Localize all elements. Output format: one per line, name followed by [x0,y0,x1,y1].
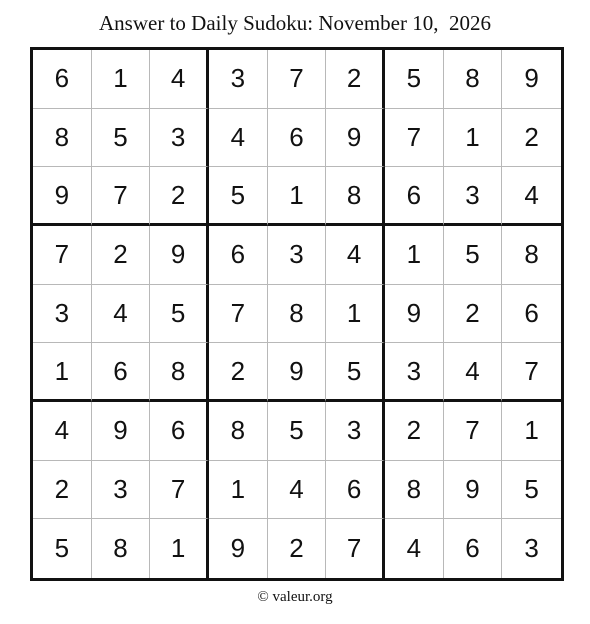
sudoku-cell: 7 [268,50,327,109]
sudoku-cell: 2 [502,109,561,168]
sudoku-cell: 1 [150,519,209,578]
sudoku-cell: 6 [92,343,151,402]
sudoku-cell: 4 [268,461,327,520]
sudoku-cell: 4 [209,109,268,168]
sudoku-cell: 6 [268,109,327,168]
sudoku-cell: 2 [92,226,151,285]
sudoku-cell: 7 [444,402,503,461]
sudoku-cell: 1 [209,461,268,520]
sudoku-cell: 2 [385,402,444,461]
sudoku-cell: 3 [444,167,503,226]
sudoku-cell: 4 [444,343,503,402]
sudoku-cell: 9 [209,519,268,578]
sudoku-cell: 2 [33,461,92,520]
sudoku-cell: 3 [92,461,151,520]
sudoku-cell: 3 [524,533,539,564]
sudoku-cell: 1 [502,402,561,461]
sudoku-cell: 2 [326,50,385,109]
sudoku-cell: 5 [33,519,92,578]
sudoku-cell: 3 [268,226,327,285]
sudoku-cell: 5 [502,461,561,520]
sudoku-cell: 5 [385,50,444,109]
sudoku-cell: 6 [209,226,268,285]
sudoku-cell: 3 [209,50,268,109]
sudoku-cell: 1 [326,285,385,344]
sudoku-cell: 2 [444,285,503,344]
sudoku-cell: 5 [209,167,268,226]
sudoku-cell: 1 [33,343,92,402]
sudoku-cell: 4 [502,167,561,226]
sudoku-cell: 4 [385,519,444,578]
sudoku-cell: 8 [209,402,268,461]
sudoku-cell: 8 [92,519,151,578]
sudoku-cell: 1 [92,50,151,109]
sudoku-cell: 4 [326,226,385,285]
sudoku-cell: 6 [502,285,561,344]
sudoku-cell: 4 [150,50,209,109]
sudoku-cell: 6 [33,50,92,109]
sudoku-cell: 7 [33,226,92,285]
sudoku-cell: 8 [150,343,209,402]
sudoku-cell: 9 [150,226,209,285]
sudoku-cell: 5 [92,109,151,168]
sudoku-cell: 7 [326,519,385,578]
sudoku-cell: 5 [150,285,209,344]
sudoku-cell: 8 [502,226,561,285]
sudoku-cell: 3 [150,109,209,168]
sudoku-cell: 2 [268,519,327,578]
sudoku-cell: 9 [33,167,92,226]
sudoku-cell: 8 [33,109,92,168]
sudoku-cell: 2 [209,343,268,402]
sudoku-cell: 7 [92,167,151,226]
sudoku-cell: 9 [92,402,151,461]
sudoku-cell: 9 [385,285,444,344]
copyright-footer: © valeur.org [257,589,333,605]
sudoku-cell: 6 [150,402,209,461]
sudoku-cell: 6 [326,461,385,520]
sudoku-cell: 7 [209,285,268,344]
sudoku-cell: 1 [268,167,327,226]
sudoku-cell: 9 [268,343,327,402]
page-title: Answer to Daily Sudoku: November 10, 2026 [99,11,491,35]
sudoku-cell: 8 [268,285,327,344]
sudoku-cell: 7 [502,343,561,402]
sudoku-cell: 5 [326,343,385,402]
sudoku-cell: 6 [444,519,503,578]
sudoku-cell: 5 [268,402,327,461]
sudoku-cell: 8 [326,167,385,226]
sudoku-cell: 6 [385,167,444,226]
sudoku-cell: 8 [444,50,503,109]
sudoku-cell: 9 [502,50,561,109]
sudoku-board [30,47,564,581]
sudoku-cell: 7 [385,109,444,168]
sudoku-cell: 3 [326,402,385,461]
sudoku-cell: 3 [385,343,444,402]
sudoku-cell: 7 [150,461,209,520]
sudoku-cell: 2 [150,167,209,226]
sudoku-cell: 4 [92,285,151,344]
sudoku-cell: 9 [444,461,503,520]
sudoku-cell: 5 [444,226,503,285]
sudoku-cell: 4 [33,402,92,461]
sudoku-cell: 1 [444,109,503,168]
sudoku-cell: 9 [326,109,385,168]
sudoku-cell: 3 [33,285,92,344]
sudoku-cell: 8 [385,461,444,520]
sudoku-cell: 1 [385,226,444,285]
